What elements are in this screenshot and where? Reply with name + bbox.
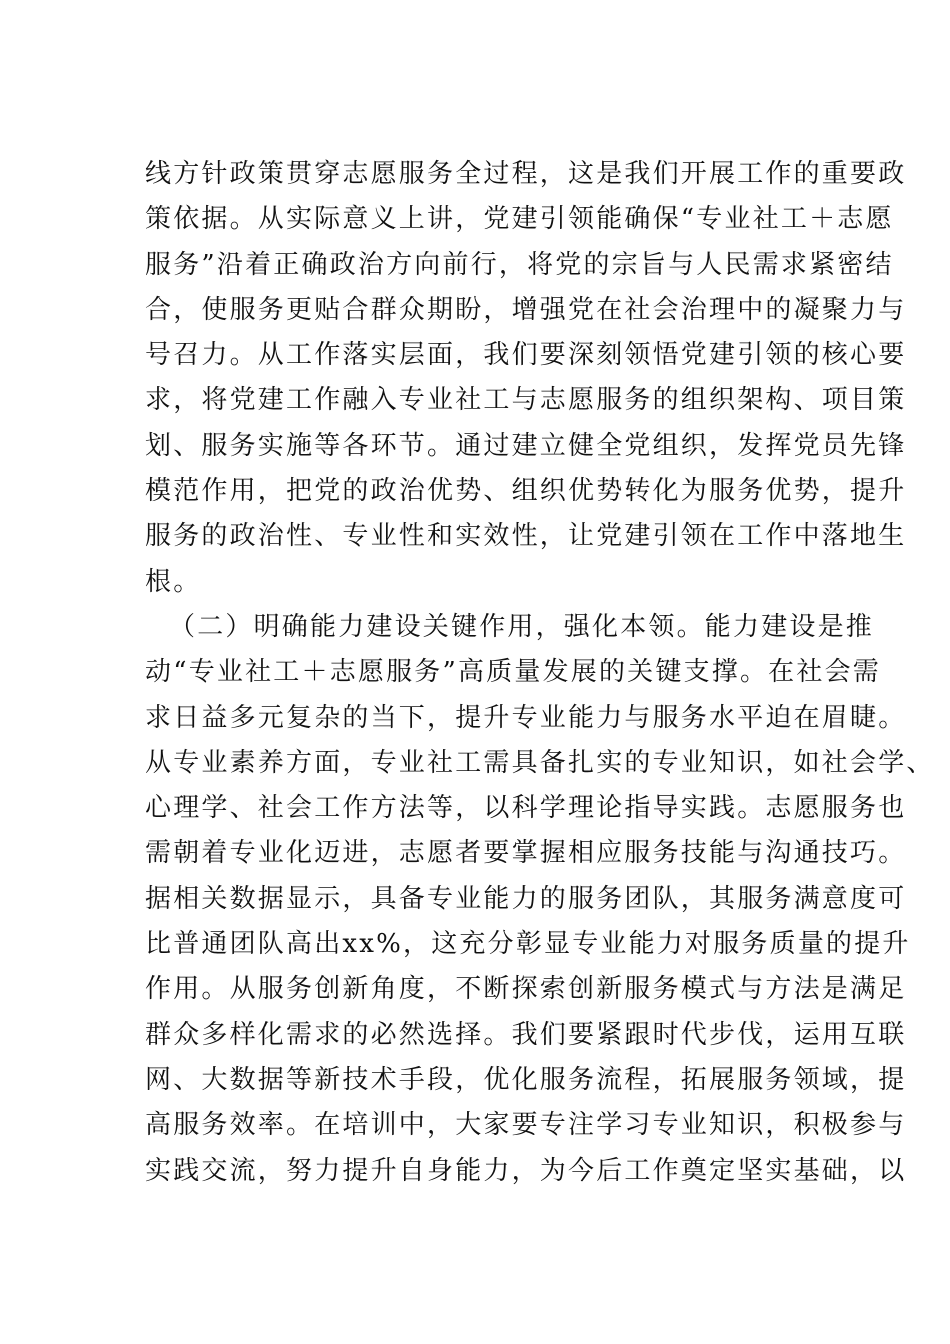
text-line: 划、服务实施等各环节。通过建立健全党组织，发挥党员先锋 [145,430,907,461]
text-line: 群众多样化需求的必然选择。我们要紧跟时代步伐，运用互联 [145,1019,907,1050]
text-line: 网、大数据等新技术手段，优化服务流程，拓展服务领域，提 [145,1064,907,1095]
text-line: 动“专业社工＋志愿服务”高质量发展的关键支撑。在社会需 [145,657,881,688]
text-line: 从专业素养方面，专业社工需具备扎实的专业知识，如社会学、 [145,747,935,778]
text-line: 心理学、社会工作方法等，以科学理论指导实践。志愿服务也 [145,793,907,824]
text-line: 需朝着专业化迈进，志愿者要掌握相应服务技能与沟通技巧。 [145,838,907,869]
body-text [145,152,935,1194]
text-line: 模范作用，把党的政治优势、组织优势转化为服务优势，提升 [145,476,907,507]
text-line: 求，将党建工作融入专业社工与志愿服务的组织架构、项目策 [145,385,907,416]
text-line: 服务”沿着正确政治方向前行，将党的宗旨与人民需求紧密结 [145,249,894,280]
text-line: 线方针政策贯穿志愿服务全过程，这是我们开展工作的重要政 [145,159,907,189]
text-line: 求日益多元复杂的当下，提升专业能力与服务水平迫在眉睫。 [145,702,907,733]
text-line: 号召力。从工作落实层面，我们要深刻领悟党建引领的核心要 [145,340,907,371]
text-line: 合，使服务更贴合群众期盼，增强党在社会治理中的凝聚力与 [145,294,907,325]
text-line: 服务的政治性、专业性和实效性，让党建引领在工作中落地生 [145,521,907,552]
text-line: 根。 [145,566,202,597]
text-line: 据相关数据显示，具备专业能力的服务团队，其服务满意度可 [145,883,907,914]
text-line: 策依据。从实际意义上讲，党建引领能确保“专业社工＋志愿 [145,204,894,235]
section-heading-line: （二）明确能力建设关键作用，强化本领。能力建设是推 [169,611,875,642]
text-line: 作用。从服务创新角度，不断探索创新服务模式与方法是满足 [145,974,907,1005]
text-line: 实践交流，努力提升自身能力，为今后工作奠定坚实基础，以 [145,1155,907,1186]
text-line: 比普通团队高出xx%，这充分彰显专业能力对服务质量的提升 [145,929,911,960]
text-line: 高服务效率。在培训中，大家要专注学习专业知识，积极参与 [145,1110,907,1141]
